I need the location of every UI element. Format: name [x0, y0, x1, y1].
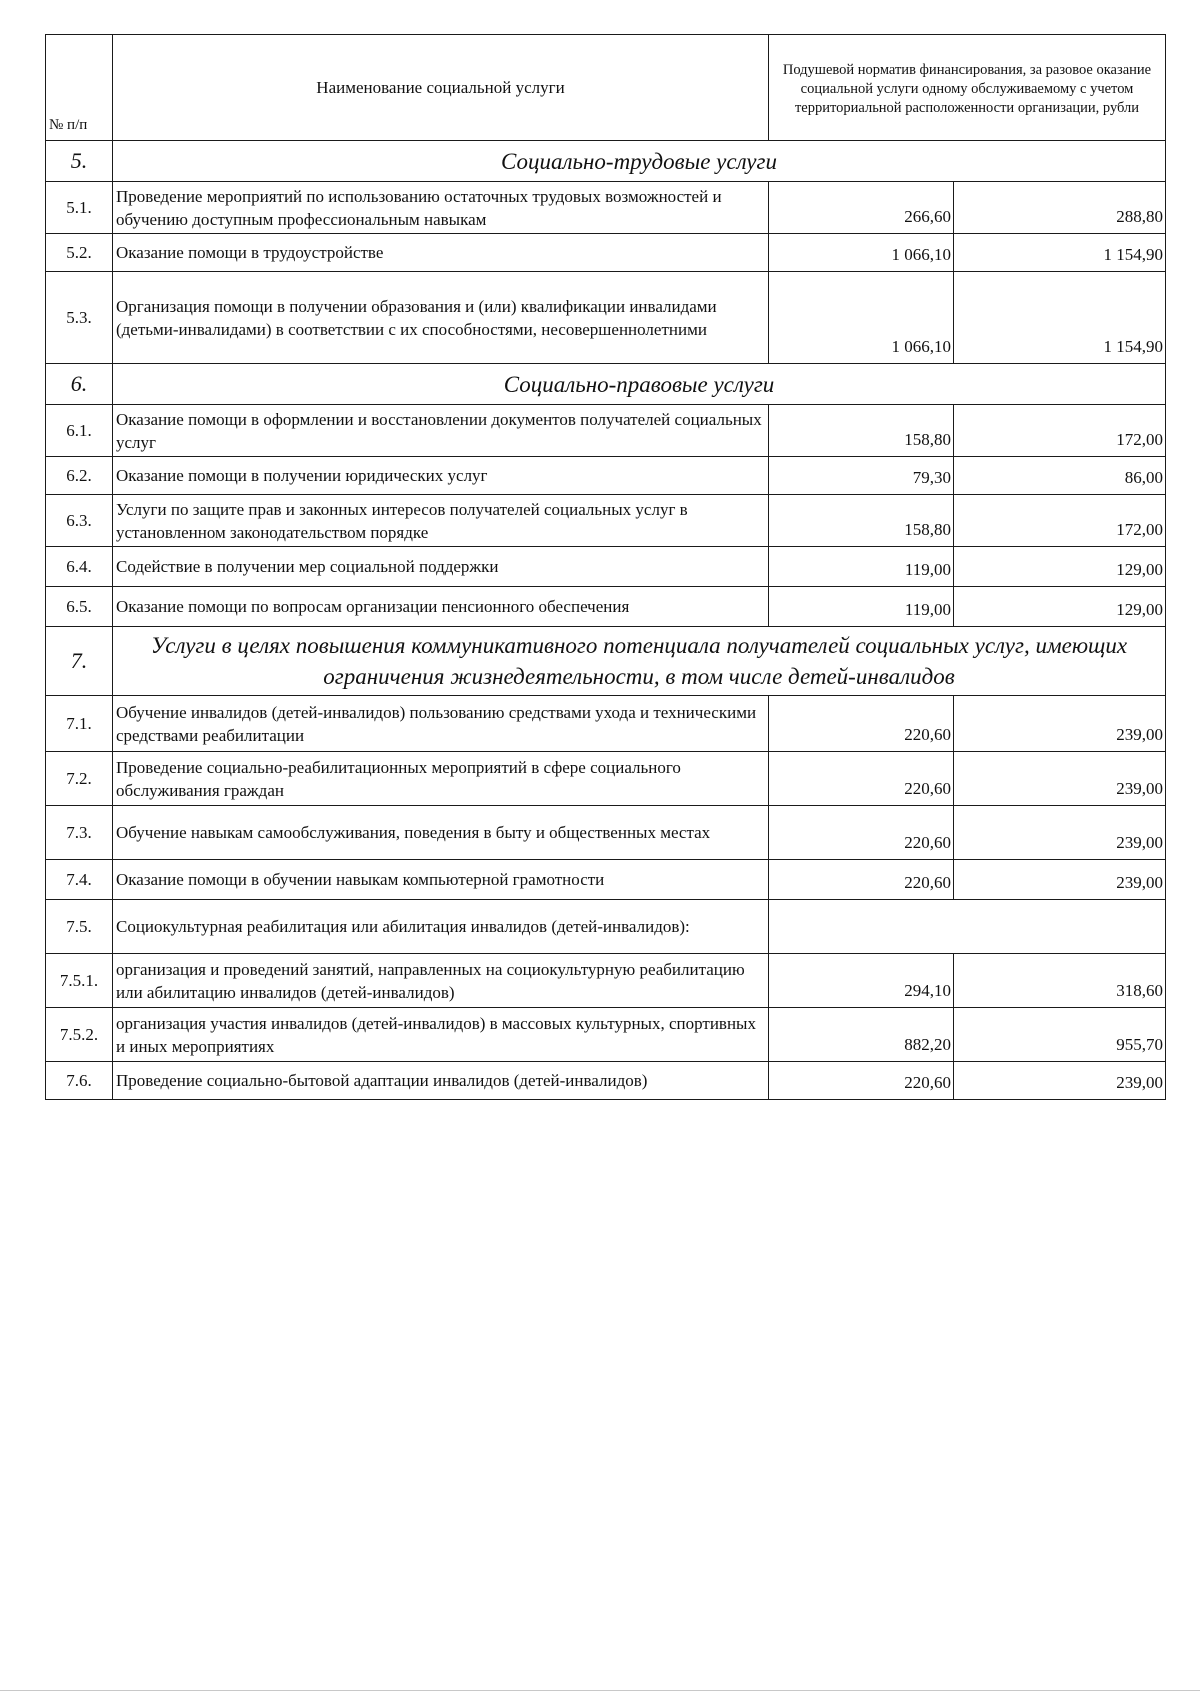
norm-value-1: 220,60 — [769, 1062, 954, 1100]
service-name: Обучение инвалидов (детей-инвалидов) пользованию средствами ухода и техническими средствами реабилитации — [113, 696, 769, 752]
norm-value-1: 266,60 — [769, 182, 954, 234]
section-row — [46, 141, 1166, 182]
document-sheet — [45, 34, 1165, 1100]
row-number: 6.1. — [46, 405, 113, 457]
row-number: 7.5.1. — [46, 954, 113, 1008]
service-name: Оказание помощи по вопросам организации пенсионного обеспечения — [113, 587, 769, 627]
norm-value-2: 239,00 — [954, 806, 1166, 860]
norm-value-2: 129,00 — [954, 547, 1166, 587]
header-service-name: Наименование социальной услуги — [113, 35, 769, 141]
service-name: Услуги по защите прав и законных интересов получателей социальных услуг в установленном законодательством порядке — [113, 495, 769, 547]
norm-value-1: 119,00 — [769, 587, 954, 627]
row-number: 6.3. — [46, 495, 113, 547]
service-name: организация и проведений занятий, направленных на социокультурную реабилитацию или абилитацию инвалидов (детей-инвалидов) — [113, 954, 769, 1008]
table-row — [46, 1062, 1166, 1100]
table-row — [46, 405, 1166, 457]
norm-value-1: 220,60 — [769, 806, 954, 860]
norm-value-2: 172,00 — [954, 405, 1166, 457]
table-row — [46, 806, 1166, 860]
table-row — [46, 752, 1166, 806]
norm-value-1: 1 066,10 — [769, 272, 954, 364]
norm-value-2: 1 154,90 — [954, 234, 1166, 272]
row-number: 5.3. — [46, 272, 113, 364]
section-row — [46, 627, 1166, 696]
page-bottom-rule — [0, 1690, 1200, 1691]
service-name: Проведение социально-реабилитационных мероприятий в сфере социального обслуживания граждан — [113, 752, 769, 806]
norm-value-1: 158,80 — [769, 405, 954, 457]
norm-value-2: 1 154,90 — [954, 272, 1166, 364]
norm-value-2: 239,00 — [954, 696, 1166, 752]
table-row — [46, 182, 1166, 234]
service-name: Организация помощи в получении образования и (или) квалификации инвалидами (детьми-инвалидами) в соответствии с их способностями, несовершеннолетними — [113, 272, 769, 364]
service-name: Оказание помощи в трудоустройстве — [113, 234, 769, 272]
row-number: 6.4. — [46, 547, 113, 587]
table-row — [46, 1008, 1166, 1062]
header-number: № п/п — [46, 35, 113, 141]
row-number: 6.5. — [46, 587, 113, 627]
norm-value-2: 318,60 — [954, 954, 1166, 1008]
norm-value-2: 129,00 — [954, 587, 1166, 627]
table-body — [46, 141, 1166, 1100]
row-number: 7.3. — [46, 806, 113, 860]
table-row — [46, 696, 1166, 752]
row-number: 7.1. — [46, 696, 113, 752]
service-name: Проведение социально-бытовой адаптации инвалидов (детей-инвалидов) — [113, 1062, 769, 1100]
header-financing-norm: Подушевой норматив финансирования, за разовое оказание социальной услуги одному обслуживаемому с учетом территориальной расположенности организации, рубли — [769, 35, 1166, 141]
service-name: организация участия инвалидов (детей-инвалидов) в массовых культурных, спортивных и иных мероприятиях — [113, 1008, 769, 1062]
norm-value-2: 86,00 — [954, 457, 1166, 495]
row-number: 6.2. — [46, 457, 113, 495]
norm-value-2: 955,70 — [954, 1008, 1166, 1062]
norm-value-1: 119,00 — [769, 547, 954, 587]
empty-norm-cell — [769, 900, 1166, 954]
norm-value-1: 158,80 — [769, 495, 954, 547]
table-row — [46, 587, 1166, 627]
row-number: 5.1. — [46, 182, 113, 234]
group-row — [46, 900, 1166, 954]
norm-value-1: 220,60 — [769, 860, 954, 900]
row-number: 7.2. — [46, 752, 113, 806]
norm-value-2: 239,00 — [954, 860, 1166, 900]
table-row — [46, 457, 1166, 495]
norm-value-1: 220,60 — [769, 696, 954, 752]
row-number: 7.4. — [46, 860, 113, 900]
section-title: Социально-правовые услуги — [113, 364, 1166, 405]
service-name: Оказание помощи в получении юридических услуг — [113, 457, 769, 495]
service-name: Социокультурная реабилитация или абилитация инвалидов (детей-инвалидов): — [113, 900, 769, 954]
section-number: 7. — [46, 627, 113, 696]
section-title: Социально-трудовые услуги — [113, 141, 1166, 182]
table-row — [46, 234, 1166, 272]
table-row — [46, 272, 1166, 364]
table-row — [46, 954, 1166, 1008]
norm-value-2: 172,00 — [954, 495, 1166, 547]
service-name: Оказание помощи в оформлении и восстановлении документов получателей социальных услуг — [113, 405, 769, 457]
section-number: 5. — [46, 141, 113, 182]
norm-value-2: 239,00 — [954, 752, 1166, 806]
section-row — [46, 364, 1166, 405]
row-number: 7.5.2. — [46, 1008, 113, 1062]
table-row — [46, 495, 1166, 547]
norm-value-2: 239,00 — [954, 1062, 1166, 1100]
norm-value-1: 294,10 — [769, 954, 954, 1008]
service-name: Проведение мероприятий по использованию остаточных трудовых возможностей и обучению доступным профессиональным навыкам — [113, 182, 769, 234]
table-row — [46, 547, 1166, 587]
norm-value-2: 288,80 — [954, 182, 1166, 234]
service-name: Обучение навыкам самообслуживания, поведения в быту и общественных местах — [113, 806, 769, 860]
norm-value-1: 1 066,10 — [769, 234, 954, 272]
row-number: 5.2. — [46, 234, 113, 272]
norm-value-1: 79,30 — [769, 457, 954, 495]
norm-value-1: 882,20 — [769, 1008, 954, 1062]
section-number: 6. — [46, 364, 113, 405]
table-row — [46, 860, 1166, 900]
service-name: Оказание помощи в обучении навыкам компьютерной грамотности — [113, 860, 769, 900]
row-number: 7.5. — [46, 900, 113, 954]
section-title: Услуги в целях повышения коммуникативного потенциала получателей социальных услуг, имеющих ограничения жизнедеятельности, в том числе детей-инвалидов — [113, 627, 1166, 696]
services-table — [45, 34, 1166, 1100]
norm-value-1: 220,60 — [769, 752, 954, 806]
table-header-row — [46, 35, 1166, 141]
service-name: Содействие в получении мер социальной поддержки — [113, 547, 769, 587]
row-number: 7.6. — [46, 1062, 113, 1100]
